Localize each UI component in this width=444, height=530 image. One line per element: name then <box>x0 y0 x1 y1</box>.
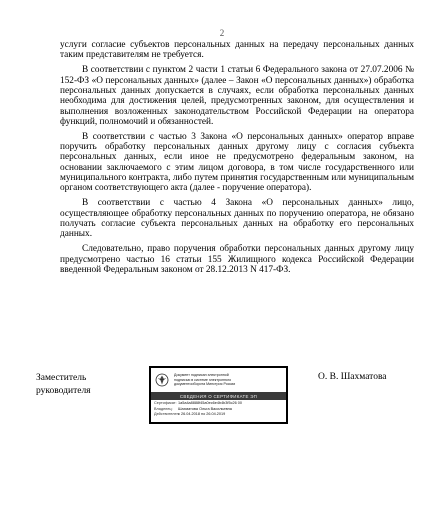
stamp-header <box>151 368 286 392</box>
stamp-certificate-bar: СВЕДЕНИЯ О СЕРТИФИКАТЕ ЭП <box>151 392 286 400</box>
electronic-signature-stamp <box>149 366 288 424</box>
stamp-row-value: 1a5a4a8888f45a0ec6e4b4b3f5c26 00 <box>178 401 242 405</box>
stamp-row-value: Шахматова Ольга Васильевна <box>178 406 232 411</box>
paragraph-4: В соответствии с частью 4 Закона «О персональных данных» лицо, осуществляющее обработку персональных данных по поручению оператора, не обязано получать согласие субъекта персональных данных на обработку его персональных данных. <box>60 198 414 240</box>
stamp-row-certificate <box>151 400 286 406</box>
paragraph-3: В соответствии с частью 3 Закона «О персональных данных» оператор вправе поручить обработку персональных данных другому лицу с согласия субъекта персональных данных, если иное не предусмотрено федеральным законом, на основании заключаемого с этим лицом договора, в том числе государственного или муниципального контракта, либо путем принятия государственным или муниципальным органом соответствующего акта (далее - поручение оператора). <box>60 131 414 194</box>
stamp-row-key: Действителен: <box>154 412 180 417</box>
paragraph-2: В соответствии с пунктом 2 части 1 статьи 6 Федерального закона от 27.07.2006 № 152-ФЗ «О персональных данных» (далее – Закон «О персональных данных») обработка персональных данных допускается в случаях, если обработка персональных данных необходима для достижения целей, предусмотренных законом, для осуществления и выполнения возложенных законодательством Российской Федерации на оператора функций, полномочий и обязанностей. <box>60 65 414 127</box>
emblem-icon <box>154 372 170 388</box>
paragraph-5: Следовательно, право поручения обработки персональных данных другому лицу предусмотрено частью 16 статьи 155 Жилищного кодекса Российской Федерации введенной Федеральным законом от 28.12.2013 N 417-ФЗ. <box>60 244 414 275</box>
signer-position-line1: Заместитель <box>36 373 87 383</box>
stamp-row-key: Сертификат: <box>154 401 177 405</box>
paragraph-1: услуги согласие субъектов персональных данных на передачу персональных данных таким представителям не требуется. <box>60 40 414 61</box>
stamp-row-key: Владелец: <box>154 406 173 411</box>
stamp-header-text <box>174 373 235 386</box>
stamp-header-line1: Документ подписан электронной <box>174 373 229 378</box>
stamp-row-value: с 26.04.2018 по 26.04.2019 <box>178 412 226 417</box>
signer-position <box>36 372 91 398</box>
letter-body <box>60 40 414 280</box>
stamp-row-owner <box>151 406 286 412</box>
stamp-header-line2: подписью в системе электронного <box>174 377 232 382</box>
signer-name: О. В. Шахматова <box>318 372 387 382</box>
page-number: 2 <box>219 28 225 38</box>
stamp-header-line3: документооборота Минстроя России <box>174 382 236 387</box>
signer-position-line2: руководителя <box>36 386 91 396</box>
stamp-row-validity <box>151 411 286 417</box>
